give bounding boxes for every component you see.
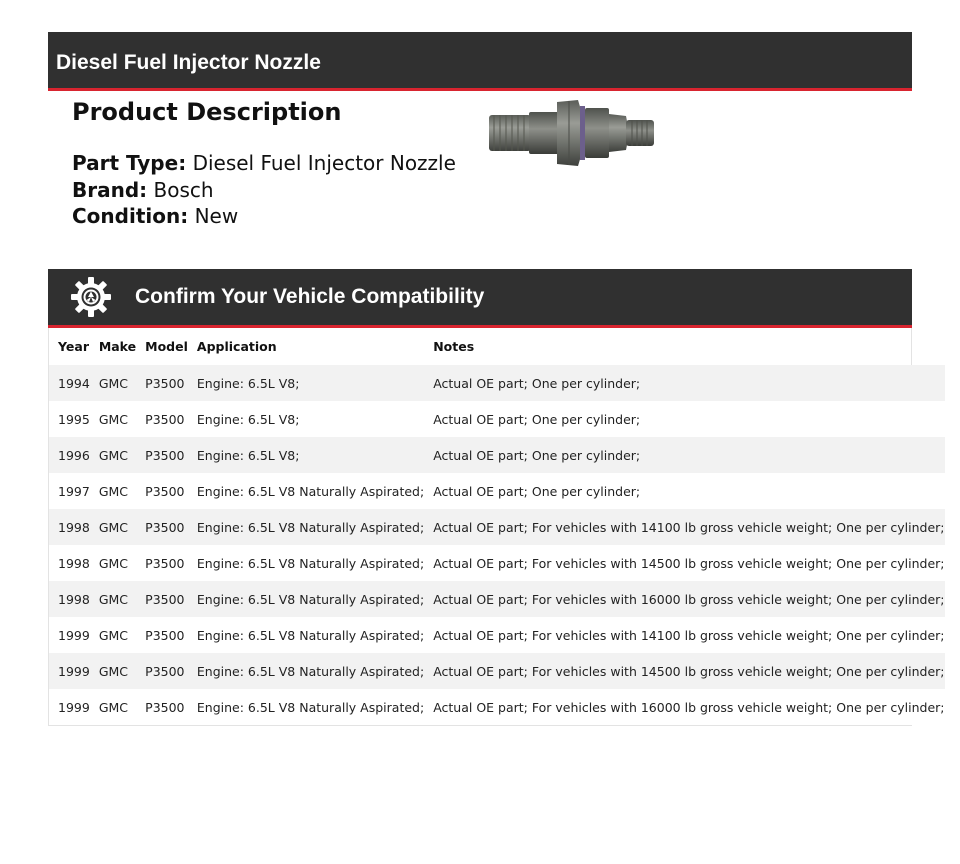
application-cell: Engine: 6.5L V8 Naturally Aspirated;: [188, 581, 424, 617]
table-row: [49, 689, 945, 725]
compatibility-banner: [48, 269, 912, 328]
notes-cell: Actual OE part; For vehicles with 14100 lb gross vehicle weight; One per cylinder;: [424, 509, 944, 545]
gear-icon: [69, 275, 113, 319]
year-cell: 1994: [49, 365, 90, 401]
make-cell: GMC: [90, 581, 136, 617]
model-cell: P3500: [136, 509, 188, 545]
compatibility-title: Confirm Your Vehicle Compatibility: [135, 285, 485, 308]
notes-cell: Actual OE part; One per cylinder;: [424, 401, 944, 437]
product-title-banner: [48, 32, 912, 91]
table-row: [49, 545, 945, 581]
brand-row: [72, 177, 492, 204]
table-row: [49, 509, 945, 545]
compatibility-table: [49, 328, 945, 725]
application-cell: Engine: 6.5L V8 Naturally Aspirated;: [188, 509, 424, 545]
year-cell: 1998: [49, 509, 90, 545]
application-cell: Engine: 6.5L V8 Naturally Aspirated;: [188, 653, 424, 689]
application-cell: Engine: 6.5L V8 Naturally Aspirated;: [188, 473, 424, 509]
part-type-label: Part Type:: [72, 151, 187, 175]
make-cell: GMC: [90, 689, 136, 725]
condition-value: New: [194, 204, 239, 228]
notes-cell: Actual OE part; For vehicles with 14500 lb gross vehicle weight; One per cylinder;: [424, 653, 944, 689]
application-cell: Engine: 6.5L V8;: [188, 437, 424, 473]
year-cell: 1999: [49, 653, 90, 689]
model-cell: P3500: [136, 617, 188, 653]
table-body: [49, 365, 945, 725]
column-header-notes: Notes: [433, 339, 475, 354]
year-cell: 1996: [49, 437, 90, 473]
make-cell: GMC: [90, 473, 136, 509]
make-cell: GMC: [90, 365, 136, 401]
table-row: [49, 437, 945, 473]
product-description: [72, 96, 492, 230]
fuel-injector-nozzle-photo: [486, 96, 658, 170]
model-cell: P3500: [136, 689, 188, 725]
model-cell: P3500: [136, 473, 188, 509]
make-cell: GMC: [90, 509, 136, 545]
year-cell: 1998: [49, 581, 90, 617]
model-cell: P3500: [136, 401, 188, 437]
notes-cell: Actual OE part; One per cylinder;: [424, 437, 944, 473]
make-cell: GMC: [90, 545, 136, 581]
table-row: [49, 581, 945, 617]
model-cell: P3500: [136, 437, 188, 473]
application-cell: Engine: 6.5L V8 Naturally Aspirated;: [188, 545, 424, 581]
notes-cell: Actual OE part; For vehicles with 16000 lb gross vehicle weight; One per cylinder;: [424, 581, 944, 617]
condition-row: [72, 203, 492, 230]
table-row: [49, 473, 945, 509]
table-header-row: [49, 328, 945, 365]
notes-cell: Actual OE part; One per cylinder;: [424, 473, 944, 509]
model-cell: P3500: [136, 365, 188, 401]
condition-label: Condition:: [72, 204, 189, 228]
column-header-model: Model: [145, 339, 188, 354]
table-row: [49, 617, 945, 653]
table-row: [49, 653, 945, 689]
year-cell: 1995: [49, 401, 90, 437]
brand-label: Brand:: [72, 177, 148, 202]
column-header-year: Year: [58, 339, 89, 354]
notes-cell: Actual OE part; One per cylinder;: [424, 365, 944, 401]
compatibility-table-container: [48, 328, 945, 726]
notes-cell: Actual OE part; For vehicles with 14100 lb gross vehicle weight; One per cylinder;: [424, 617, 944, 653]
table-row: [49, 365, 945, 401]
model-cell: P3500: [136, 581, 188, 617]
application-cell: Engine: 6.5L V8 Naturally Aspirated;: [188, 689, 424, 725]
part-type-value: Diesel Fuel Injector Nozzle: [192, 151, 456, 175]
notes-cell: Actual OE part; For vehicles with 16000 lb gross vehicle weight; One per cylinder;: [424, 689, 944, 725]
table-row: [49, 401, 945, 437]
product-image: [486, 96, 658, 170]
part-type-row: [72, 150, 492, 177]
column-header-application: Application: [196, 339, 277, 354]
application-cell: Engine: 6.5L V8 Naturally Aspirated;: [188, 617, 424, 653]
make-cell: GMC: [90, 653, 136, 689]
year-cell: 1998: [49, 545, 90, 581]
column-header-make: Make: [98, 339, 137, 354]
notes-cell: Actual OE part; For vehicles with 14500 lb gross vehicle weight; One per cylinder;: [424, 545, 944, 581]
application-cell: Engine: 6.5L V8;: [188, 365, 424, 401]
make-cell: GMC: [90, 437, 136, 473]
make-cell: GMC: [90, 401, 136, 437]
product-title: Diesel Fuel Injector Nozzle: [56, 51, 321, 74]
year-cell: 1999: [49, 689, 90, 725]
model-cell: P3500: [136, 545, 188, 581]
model-cell: P3500: [136, 653, 188, 689]
year-cell: 1997: [49, 473, 90, 509]
description-heading: Product Description: [72, 98, 342, 126]
application-cell: Engine: 6.5L V8;: [188, 401, 424, 437]
make-cell: GMC: [90, 617, 136, 653]
brand-value: Bosch: [153, 177, 214, 202]
year-cell: 1999: [49, 617, 90, 653]
